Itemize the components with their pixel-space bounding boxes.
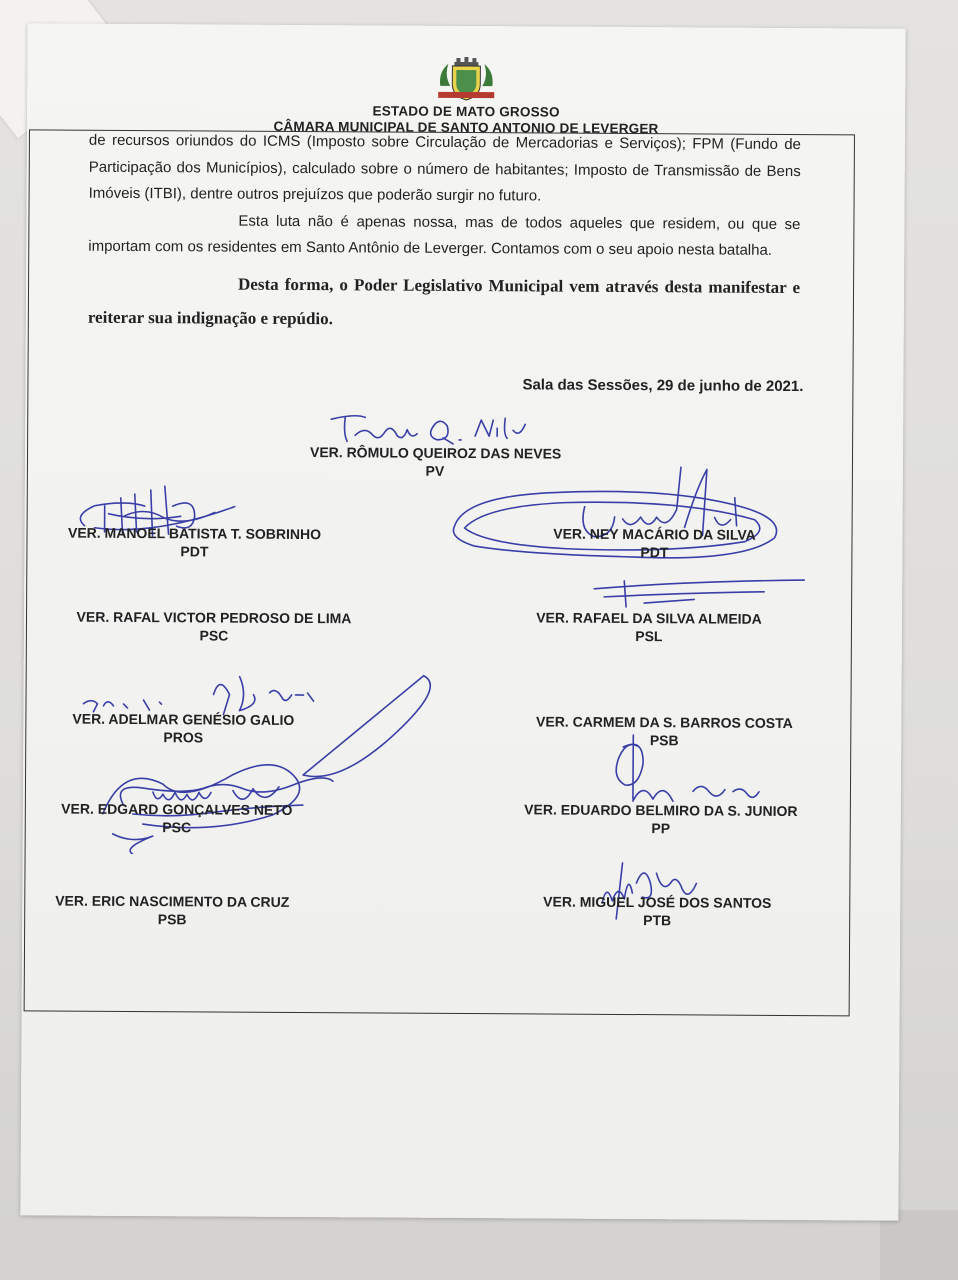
paragraph-3: Desta forma, o Poder Legislativo Municipal vem através desta manifestar e reiterar sua indignação e repúdio. (87, 274, 801, 328)
signatory-name: VER. NEY MACÁRIO DA SILVA (553, 525, 756, 543)
signatory-party: PP (651, 820, 671, 837)
signatory-party: PDT (640, 544, 669, 561)
signatory-eric (42, 891, 302, 929)
signatory-rafael (519, 608, 779, 646)
signatory-romulo (310, 443, 560, 481)
signature-rafael (584, 573, 814, 614)
document-page (20, 23, 905, 1220)
signatory-name: VER. RAFAEL DA SILVA ALMEIDA (536, 609, 762, 627)
letter-body (88, 128, 801, 339)
signatory-party: PSL (635, 628, 663, 645)
signatory-carmem (519, 712, 809, 750)
municipal-seal-icon (434, 56, 498, 104)
signatory-name: VER. EDGARD GONÇALVES NETO (61, 800, 293, 818)
signatory-party: PSB (157, 911, 187, 928)
signatory-name: VER. CARMEM DA S. BARROS COSTA (536, 713, 793, 732)
signatory-party: PSB (649, 732, 679, 749)
date-line: Sala das Sessões, 29 de junho de 2021. (522, 376, 804, 396)
signatory-eduardo (511, 800, 811, 838)
chamber-name: CÂMARA MUNICIPAL DE SANTO ANTONIO DE LEVERGER (273, 118, 659, 137)
signatory-miguel (522, 892, 792, 930)
signatory-party: PDT (180, 543, 209, 560)
signatory-name: VER. RAFAL VICTOR PEDROSO DE LIMA (76, 608, 352, 627)
paragraph-2: Esta luta não é apenas nossa, mas de todos aqueles que residem, ou que se importam com os residentes em Santo Antônio de Leverger. Contamos com o seu apoio nesta batalha. (88, 212, 801, 259)
signatory-name: VER. ERIC NASCIMENTO DA CRUZ (55, 892, 290, 910)
signatory-party: PROS (163, 729, 204, 746)
signatory-name: VER. MIGUEL JOSÉ DOS SANTOS (543, 893, 772, 911)
signatory-party: PV (425, 462, 445, 479)
signatory-party: PSC (162, 819, 192, 836)
signatory-adelmar (53, 709, 313, 747)
signatory-name: VER. ADELMAR GENÉSIO GALIO (72, 710, 295, 728)
letterhead (27, 53, 905, 138)
signatory-rafal (64, 608, 364, 646)
signatory-name: VER. EDUARDO BELMIRO DA S. JUNIOR (524, 801, 798, 820)
state-name: ESTADO DE MATO GROSSO (372, 103, 560, 120)
paragraph-1: de recursos oriundos do ICMS (Imposto sobre Circulação de Mercadorias e Serviços); FPM (Fundo de Participação dos Municípios), calculado sobre o número de habitantes; Imposto de Transmissão de Bens Imóveis (ITBI), dentre outros prejuízos que poderão surgir no futuro. (88, 131, 801, 205)
signatory-party: PTB (643, 912, 672, 929)
signatory-party: PSC (199, 627, 229, 644)
signatory-name: VER. RÔMULO QUEIROZ DAS NEVES (309, 444, 562, 462)
signatory-manoel (64, 524, 324, 562)
signatory-ney (534, 524, 774, 561)
signatory-edgard (47, 799, 307, 837)
signatory-name: VER. MANOEL BATISTA T. SOBRINHO (67, 524, 322, 543)
